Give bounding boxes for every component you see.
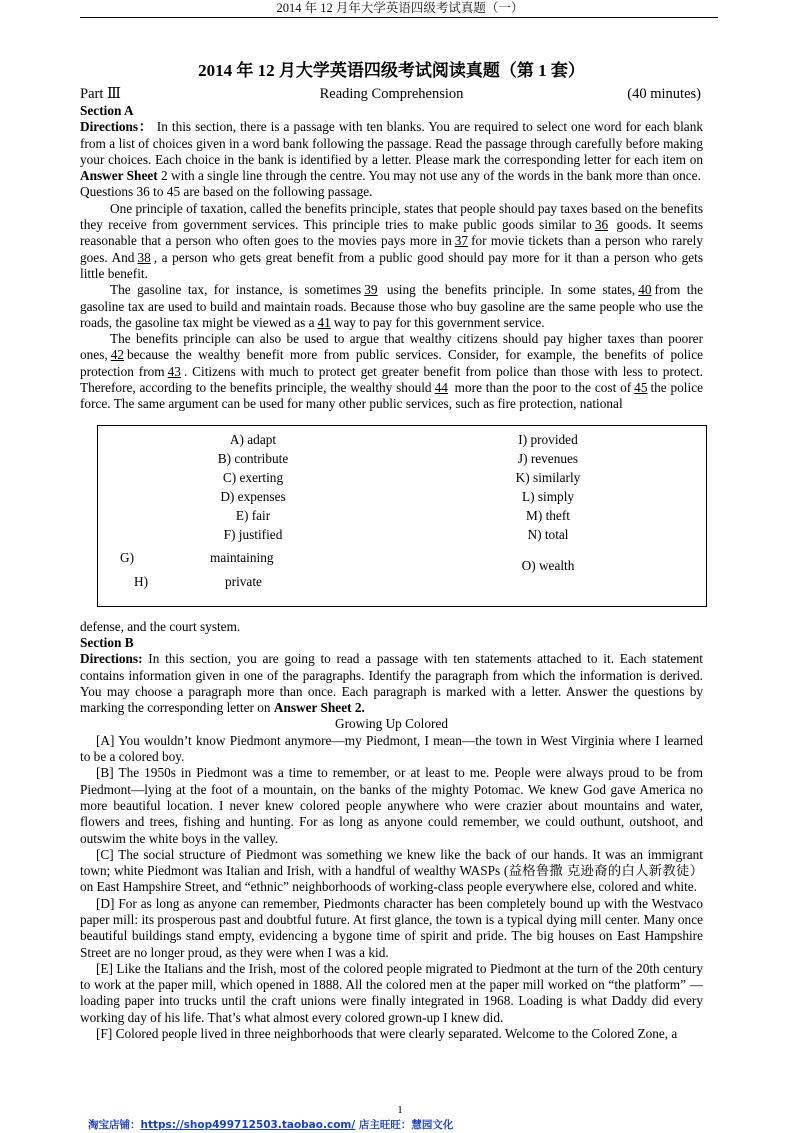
header-rule <box>80 17 718 18</box>
word-bank-item: F) justified <box>223 526 283 542</box>
paragraph-d: [D] For as long as anyone can remember, Piedmonts character has been completely bound up with the Westvaco paper mill: its prosperous past and doubtful future. At first glance, the town is a typical dying mill center. Many once beautiful buildings stand empty, evidencing a bygone time of spirit and pride. The big houses on East Hampshire Street are no longer proud, as they were when I was a kid. <box>80 895 703 960</box>
word-bank-g-letter: G) <box>120 549 135 565</box>
passage-paragraph-2: The gasoline tax, for instance, is sometimes 39 using the benefits principle. In some states, 40 from the gasoline tax are used to build and maintain roads. Because those who buy gasoline are the same people who use the roads, the gasoline tax might be viewed as a 41 way to pay for this government service. <box>80 282 704 330</box>
shop-link[interactable]: https://shop499712503.taobao.com/ <box>140 1119 356 1131</box>
word-bank-g-word: maintaining <box>210 549 274 565</box>
running-header: 2014 年 12 月年大学英语四级考试真题（一） <box>276 1 524 15</box>
part-heading-row <box>80 85 703 103</box>
blank-40: 40 <box>638 282 652 298</box>
document-body <box>80 60 703 1042</box>
part-time: (40 minutes) <box>627 86 701 102</box>
passage-paragraph-1: One principle of taxation, called the benefits principle, states that people should pay taxes based on the benefits they receive from government services. This principle tries to make public goods similar to 36 goods. It seems reasonable that a person who often goes to the movies pays more in 37 for movie tickets than a person who rarely goes. And 38 , a person who gets great benefit from a public good should pay more for it than a person who gets little benefit. <box>80 200 703 281</box>
word-bank-item: E) fair <box>235 507 271 523</box>
section-b-heading: Section B <box>80 634 134 650</box>
word-bank-h-word: private <box>225 573 262 589</box>
blank-44: 44 <box>434 380 448 396</box>
document-title: 2014 年 12 月大学英语四级考试阅读真题（第 1 套） <box>198 61 585 80</box>
shop-label: 淘宝店铺： <box>88 1119 141 1131</box>
paragraph-a: [A] You wouldn’t know Piedmont anymore—my Piedmont, I mean—the town in West Virginia where I learned to be a colored boy. <box>80 732 703 765</box>
directions-label: Directions： <box>80 119 153 135</box>
part-label: Part Ⅲ <box>80 86 121 102</box>
questions-note: Questions 36 to 45 are based on the following passage. <box>80 184 373 200</box>
section-a-directions: Directions： In this section, there is a passage with ten blanks. You are required to select one word for each blank from a list of choices given in a word bank following the passage. Read the passage through carefully before making your choices. Each choice in the bank is identified by a letter. Please mark the corresponding letter for each item on Answer Sheet 2 with a single line through the centre. You may not use any of the words in the bank more than once. <box>80 119 703 184</box>
section-b-directions: Directions: In this section, you are going to read a passage with ten statements attached to it. Each statement contains information given in one of the paragraphs. Identify the paragraph from which the information is derived. You may choose a paragraph more than once. Each paragraph is marked with a letter. Answer the questions by marking the corresponding letter on Answer Sheet 2. <box>80 651 703 716</box>
paragraph-f: [F] Colored people lived in three neighborhoods that were clearly separated. Welcome to the Colored Zone, a <box>96 1026 678 1042</box>
word-bank-item: C) exerting <box>222 469 284 485</box>
part-name: Reading Comprehension <box>319 86 464 102</box>
word-bank-item: I) provided <box>518 431 578 447</box>
word-bank-item: J) revenues <box>517 450 579 466</box>
blank-38: 38 <box>137 249 151 265</box>
word-bank-item: L) simply <box>521 488 575 504</box>
blank-45: 45 <box>634 380 648 396</box>
word-bank-item: D) expenses <box>220 488 286 504</box>
word-bank-item: K) similarly <box>515 469 581 485</box>
word-bank-item: N) total <box>527 526 569 542</box>
directions-label: Directions: <box>80 651 143 667</box>
word-bank-h-letter: H) <box>134 573 149 589</box>
word-bank-right-column <box>493 430 603 544</box>
paragraph-c: [C] The social structure of Piedmont was something we knew like the back of our hands. It was an immigrant town; white Piedmont was Italian and Irish, with a handful of wealthy WASPs (益格鲁撒 克逊裔的白人新教徒）on East Hampshire Street, and “ethnic” neighborhoods of working-class people everywhere else, colored and white. <box>80 846 703 895</box>
paragraph-e: [E] Like the Italians and the Irish, most of the colored people migrated to Piedmont at the turn of the 20th century to work at the paper mill, which opened in 1888. All the colored men at the paper mill worked on “the platform” —loading paper into trucks until the craft unions were finally integrated in 1968. Loading is what Daddy did every working day of his life. That’s what almost every colored grown-up I knew did. <box>80 960 703 1025</box>
blank-43: 43 <box>167 363 181 379</box>
passage-paragraph-3: The benefits principle can also be used to argue that wealthy citizens should pay higher taxes than poorer ones, 42 because the wealthy benefit more from public services. Consider, for example, the benefits of police protection from 43 . Citizens with much to protect get greater benefit from police than those with less to protect. Therefore, according to the benefits principle, the wealthy should 44 more than the poor to the cost of 45 the police force. The same argument can be used for many other public services, such as fire protection, national <box>80 331 704 412</box>
blank-39: 39 <box>364 282 378 298</box>
passage-continuation: defense, and the court system. <box>80 618 241 634</box>
paragraph-b: [B] The 1950s in Piedmont was a time to remember, or at least to me. People were always proud to be from Piedmont—lying at the foot of a mountain, on the banks of the mighty Potomac. We knew God gave America no more beautiful location. I never knew colored people anywhere who were crazier about mountains and water, flowers and trees, fishing and hunting. For as long as anyone could remember, we could outhunt, outshoot, and outswim the white boys in the valley. <box>80 765 703 846</box>
word-bank-item: B) contribute <box>217 450 289 466</box>
word-bank-left-column <box>193 430 313 544</box>
word-bank <box>97 425 707 607</box>
page-number: 1 <box>397 1104 403 1116</box>
blank-37: 37 <box>454 233 469 249</box>
passage-title: Growing Up Colored <box>334 716 448 732</box>
blank-41: 41 <box>317 314 331 330</box>
footer-shop-info <box>88 1117 453 1132</box>
word-bank-o-item: O) wealth <box>521 557 575 573</box>
section-a-heading: Section A <box>80 103 134 118</box>
word-bank-item: M) theft <box>526 507 570 523</box>
blank-42: 42 <box>110 347 124 363</box>
shop-owner: 店主旺旺：慧园文化 <box>355 1119 454 1131</box>
word-bank-item: A) adapt <box>229 431 277 447</box>
blank-36: 36 <box>594 217 609 233</box>
